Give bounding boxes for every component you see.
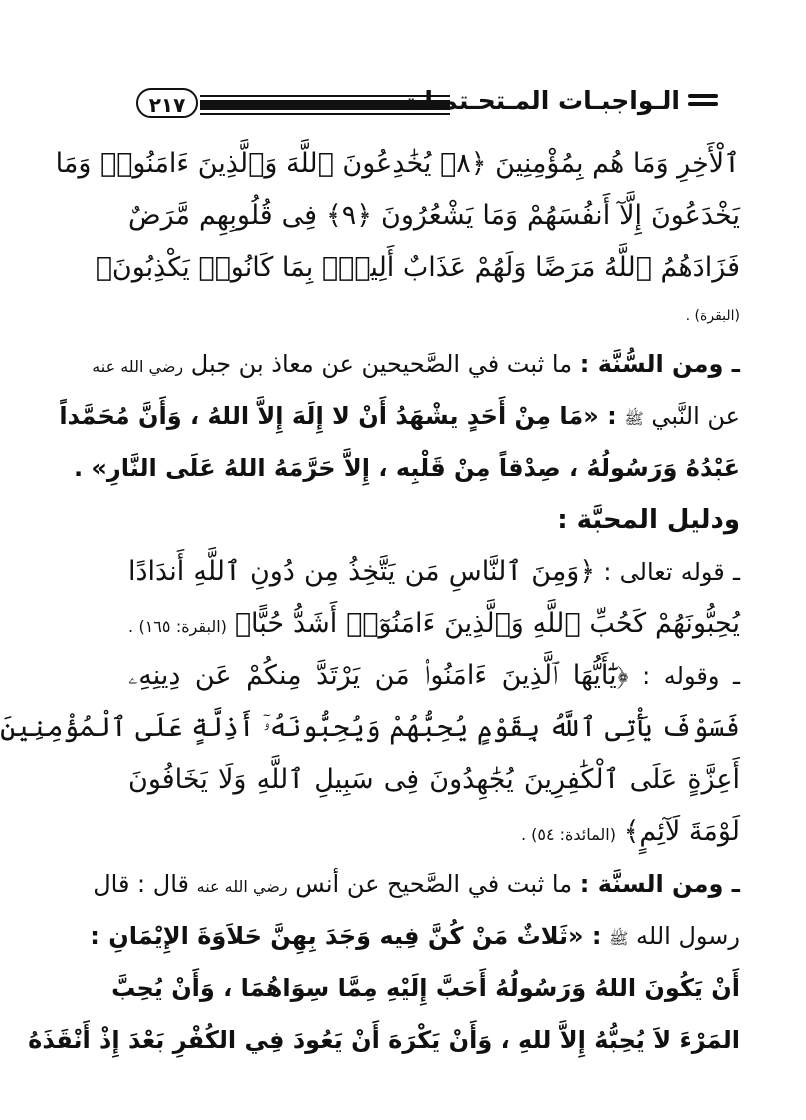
text-line	[128, 546, 740, 598]
text-line	[92, 338, 740, 390]
section-label: ـ ومن السنَّة :	[579, 870, 740, 898]
quran-text: يُحِبُّونَهُمْ كَحُبِّ ٱللَّهِ وَٱلَّذِينَ ءَامَنُوٓا۟ أَشَدُّ حُبًّا﴾	[234, 608, 740, 639]
quran-line: يَخْدَعُونَ إِلَّآ أَنفُسَهُمْ وَمَا يَشْعُرُونَ ﴿٩﴾ فِى قُلُوبِهِم مَّرَضٌ	[128, 200, 740, 231]
hadith-line: عَبْدُهُ وَرَسُولُهُ ، صِدْقاً مِنْ قَلْبِه ، إِلاَّ حَرَّمَهُ اللهُ عَلَى النَّارِ» .	[73, 454, 740, 482]
quran-line: فَسَوْفَ يَأْتِى ٱللَّهُ بِقَوْمٍ يُحِبُّهُمْ وَيُحِبُّونَهُۥٓ أَذِلَّةٍ عَلَى ٱلْمُؤْمِنِينَ	[0, 712, 740, 743]
text-segment: رسول الله	[636, 922, 740, 950]
quran-text: لَوْمَةَ لَآئِمٍ﴾	[623, 816, 740, 847]
verse-reference: (البقرة) .	[685, 308, 740, 324]
text-line	[59, 390, 740, 442]
running-title: الـواجبـات المـتحـتمـات	[399, 86, 680, 115]
text-segment: ـ وقوله :	[642, 662, 740, 690]
text-line	[93, 858, 740, 910]
honorific: ﷺ	[609, 929, 629, 948]
quran-line: ٱلْأَخِرِ وَمَا هُم بِمُؤْمِنِينَ ﴿٨﴾ يُخَٰدِعُونَ ٱللَّهَ وَٱلَّذِينَ ءَامَنُوا۟ وَمَا	[55, 148, 740, 179]
hadith-text: : «ثَلاثٌ مَنْ كُنَّ فِيه وَجَدَ بِهِنَّ حَلاَوَةَ الإِيْمَانِ :	[90, 922, 602, 950]
honorific: رضي الله عنه	[196, 877, 288, 896]
text-segment: ما ثبت في الصَّحيحين عن معاذ بن جبل	[190, 350, 573, 378]
verse-reference: (المائدة: ٥٤) .	[520, 825, 616, 844]
quran-text: ﴿وَمِنَ ٱلنَّاسِ مَن يَتَّخِذُ مِن دُونِ ٱللَّهِ أَندَادًا	[128, 556, 596, 587]
honorific: ﷺ	[624, 409, 644, 428]
page-number: ٢١٧	[136, 88, 198, 118]
quran-line: أَعِزَّةٍ عَلَى ٱلْكَٰفِرِينَ يُجَٰهِدُونَ فِى سَبِيلِ ٱللَّهِ وَلَا يَخَافُونَ	[128, 764, 740, 795]
honorific: رضي الله عنه	[92, 357, 184, 376]
text-line	[128, 598, 740, 650]
title-ornament-icon	[688, 94, 718, 110]
hadith-line: المَرْءَ لاَ يُحِبُّهُ إِلاَّ للهِ ، وَأَنْ يَكْرَهَ أَنْ يَعُودَ فِي الكُفْرِ بَعْدَ إِذْ أَنْقَذَهُ	[28, 1026, 740, 1054]
quran-line: فَزَادَهُمُ ٱللَّهُ مَرَضًا وَلَهُمْ عَذَابٌ أَلِيمٌۢ بِمَا كَانُوا۟ يَكْذِبُونَ﴾	[95, 252, 740, 283]
text-segment: عن النَّبي	[651, 402, 740, 430]
hadith-line: أَنْ يَكُونَ اللهُ وَرَسُولُهُ أَحَبَّ إِلَيْهِ مِمَّا سِوَاهُمَا ، وَأَنْ يُحِبَّ	[111, 974, 740, 1002]
text-segment: ما ثبت في الصَّحيح عن أنس	[295, 870, 573, 898]
text-segment: قال : قال	[93, 870, 189, 898]
hadith-text: : «مَا مِنْ أَحَدٍ يشْهَدُ أَنْ لا إِلَهَ إِلاَّ اللهُ ، وَأَنَّ مُحَمَّداً	[59, 402, 617, 430]
page-body	[0, 138, 740, 1066]
verse-reference: (البقرة: ١٦٥) .	[128, 617, 227, 636]
text-line	[128, 806, 740, 858]
quran-text: ﴿يَٰٓأَيُّهَا ٱلَّذِينَ ءَامَنُوا۟ مَن يَرْتَدَّ مِنكُمْ عَن دِينِهِۦ	[128, 660, 629, 691]
section-heading: ودليل المحبَّة :	[557, 505, 740, 535]
page-header	[136, 84, 721, 124]
text-line	[128, 650, 740, 702]
text-segment: ـ قوله تعالى :	[603, 558, 740, 586]
section-label: ـ ومن السُّنَّة :	[579, 350, 740, 378]
text-line	[90, 910, 740, 962]
